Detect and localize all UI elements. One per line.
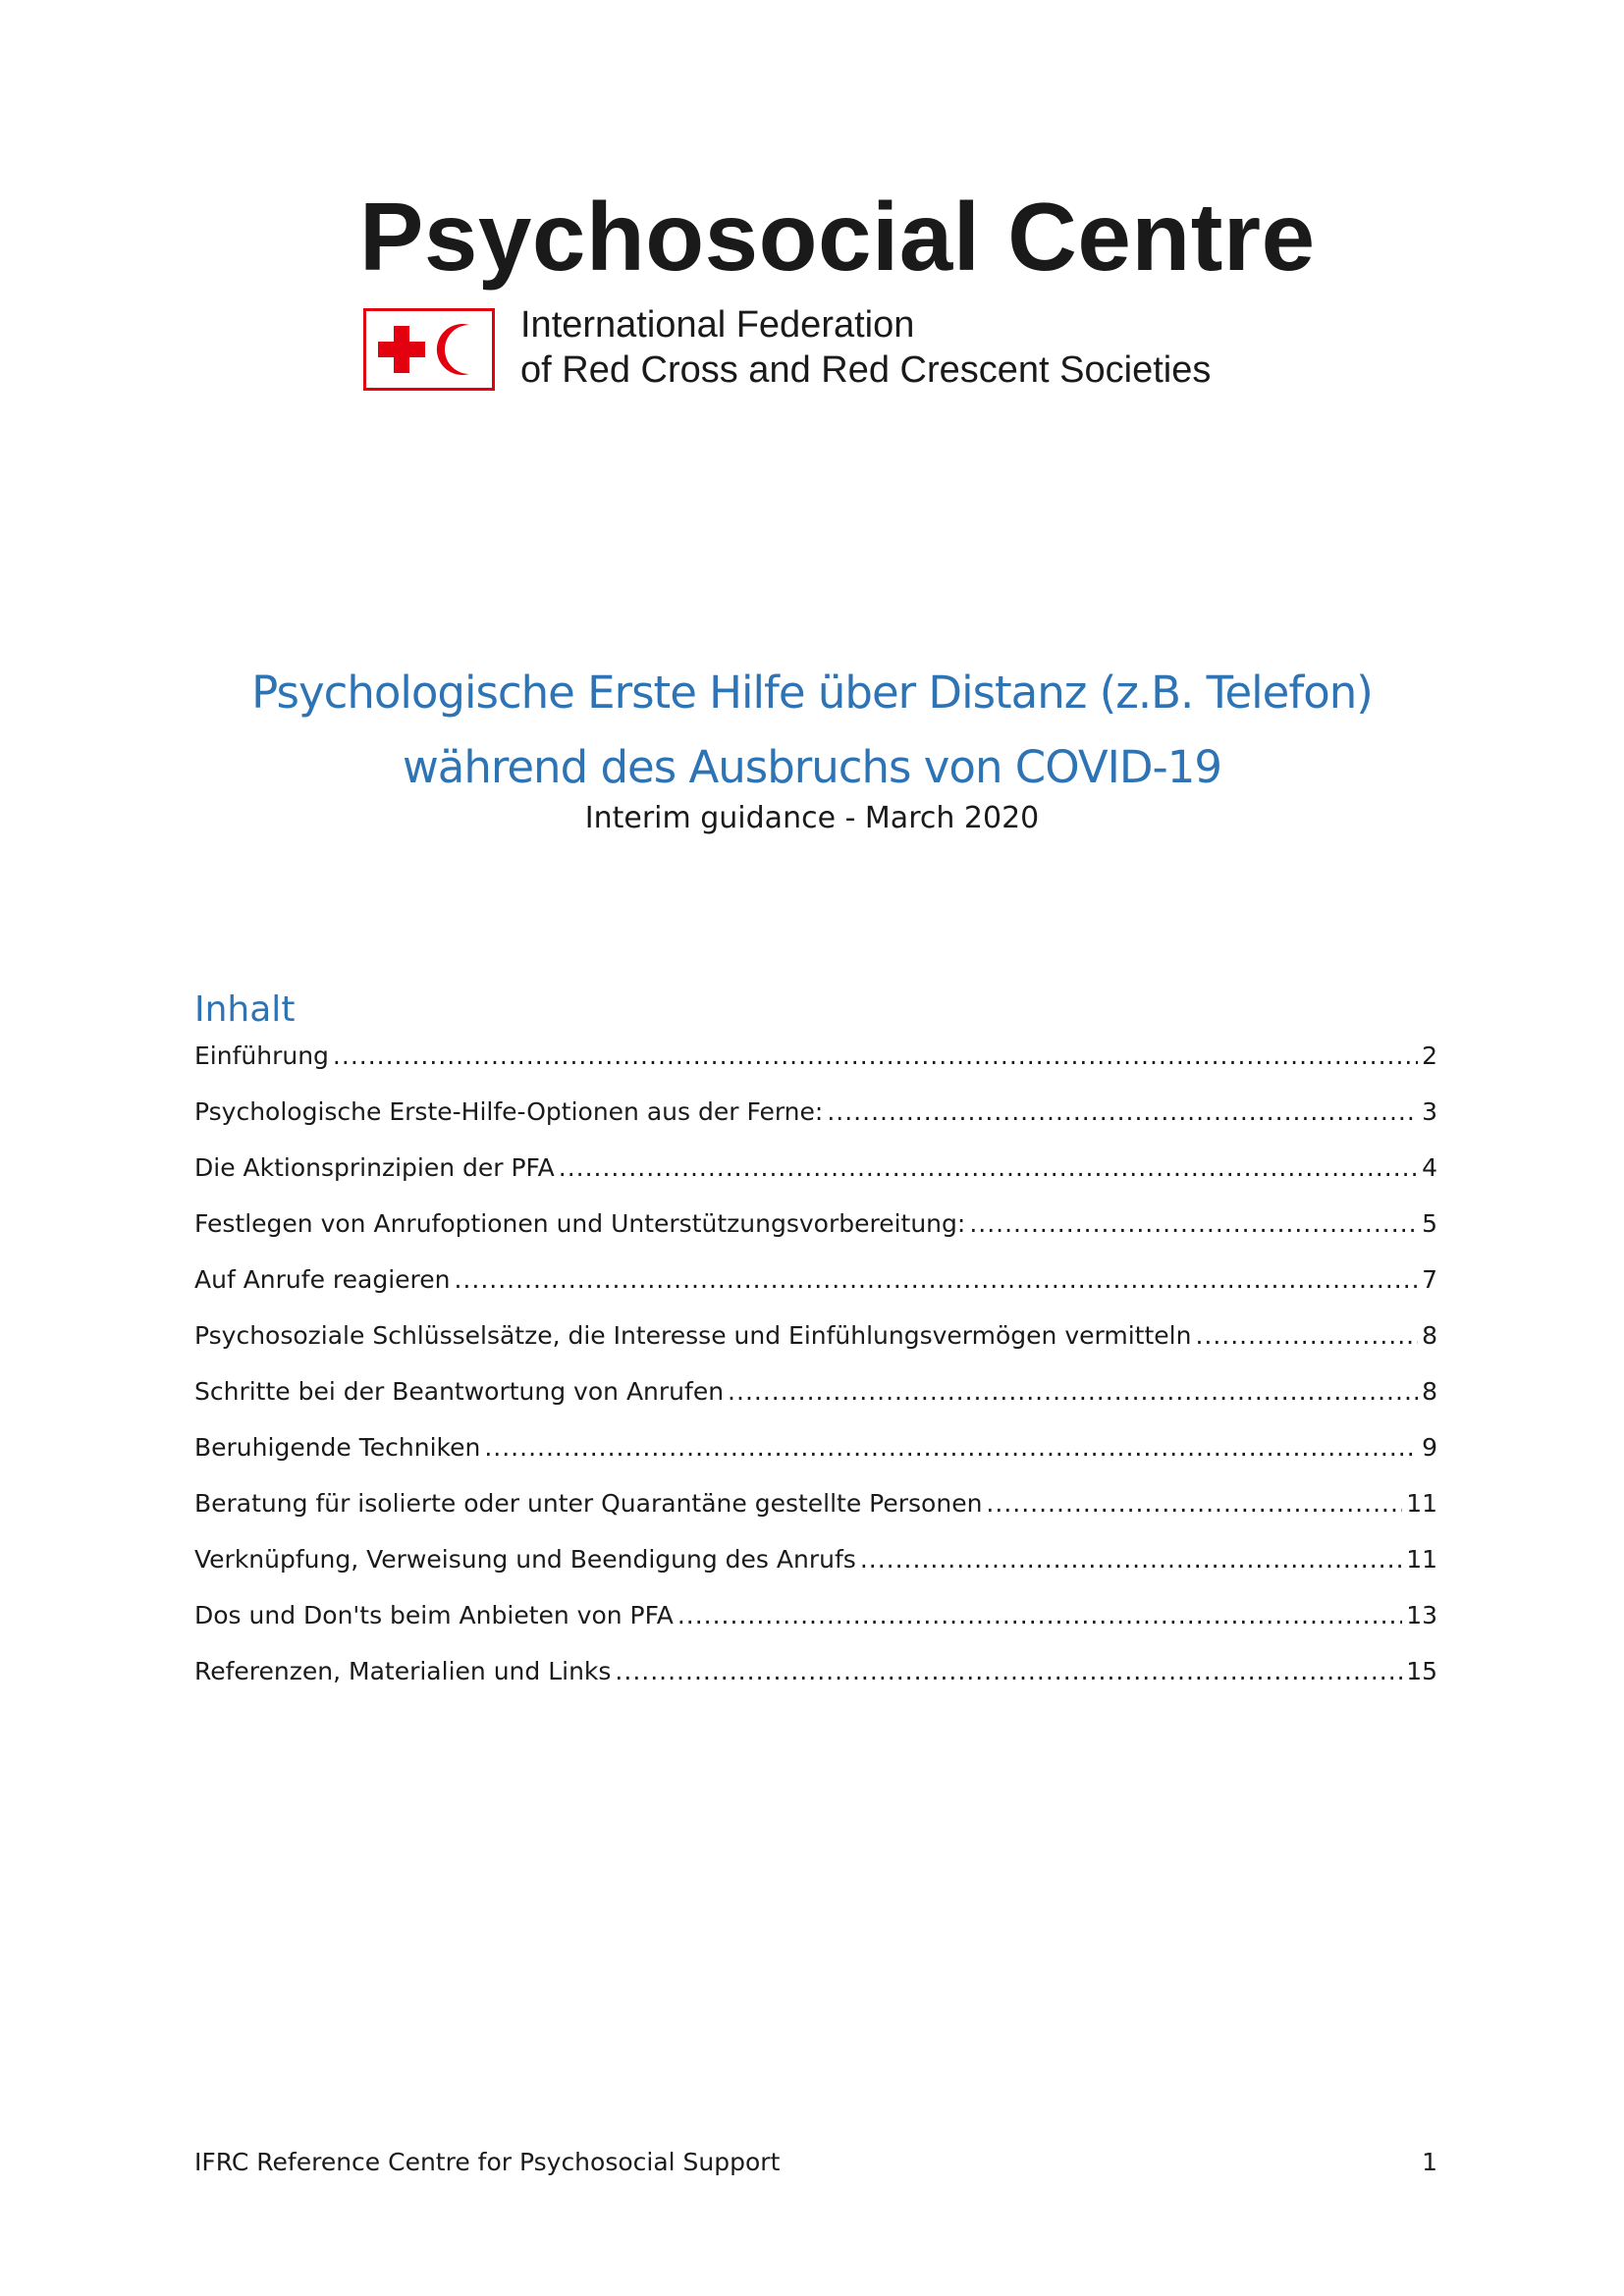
toc-item-page: 4	[1422, 1153, 1437, 1182]
toc-item-page: 7	[1422, 1265, 1437, 1294]
toc-item-page: 15	[1406, 1657, 1437, 1685]
toc-item-auf-anrufe-reagieren[interactable]	[194, 1260, 1437, 1316]
document-title-line-1: Psychologische Erste Hilfe über Distanz (z.B. Telefon)	[251, 667, 1373, 719]
toc-dot-leader	[615, 1652, 1402, 1691]
toc-item-page: 8	[1422, 1321, 1437, 1350]
toc-item-schritte-beantwortung[interactable]	[194, 1372, 1437, 1428]
toc-dot-leader	[860, 1540, 1402, 1579]
toc-item-label: Beruhigende Techniken	[194, 1433, 481, 1462]
toc-item-anrufoptionen[interactable]	[194, 1204, 1437, 1260]
toc-dot-leader	[454, 1260, 1418, 1300]
toc-item-schluesselsaetze[interactable]	[194, 1316, 1437, 1372]
toc-dot-leader	[1195, 1316, 1418, 1356]
toc-item-dos-und-donts[interactable]	[194, 1596, 1437, 1652]
toc-item-page: 11	[1406, 1545, 1437, 1574]
toc-item-page: 3	[1422, 1097, 1437, 1126]
toc-item-label: Psychologische Erste-Hilfe-Optionen aus der Ferne:	[194, 1097, 824, 1126]
toc-item-page: 5	[1422, 1209, 1437, 1238]
footer-text: IFRC Reference Centre for Psychosocial Support	[194, 2148, 781, 2176]
toc-dot-leader	[677, 1596, 1402, 1635]
toc-item-label: Verknüpfung, Verweisung und Beendigung des Anrufs	[194, 1545, 856, 1574]
toc-item-label: Beratung für isolierte oder unter Quarantäne gestellte Personen	[194, 1489, 983, 1518]
toc-heading: Inhalt	[194, 989, 296, 1030]
toc-dot-leader	[728, 1372, 1418, 1412]
footer-page-number: 1	[1422, 2148, 1437, 2176]
document-title	[0, 656, 1624, 805]
toc-item-aktionsprinzipien[interactable]	[194, 1148, 1437, 1204]
toc-item-page: 2	[1422, 1041, 1437, 1070]
toc-dot-leader	[484, 1428, 1418, 1468]
toc-item-label: Einführung	[194, 1041, 329, 1070]
toc-dot-leader	[969, 1204, 1418, 1244]
toc-dot-leader	[333, 1037, 1418, 1076]
toc-item-page: 13	[1406, 1601, 1437, 1629]
toc-item-label: Dos und Don'ts beim Anbieten von PFA	[194, 1601, 674, 1629]
logo-org-line-1: International Federation	[520, 304, 915, 346]
toc-item-referenzen[interactable]	[194, 1652, 1437, 1708]
toc-item-beruhigende-techniken[interactable]	[194, 1428, 1437, 1484]
toc-item-page: 8	[1422, 1377, 1437, 1406]
document-subtitle: Interim guidance - March 2020	[584, 801, 1040, 835]
logo-title: Psychosocial Centre	[359, 183, 1316, 291]
toc-item-label: Schritte bei der Beantwortung von Anrufen	[194, 1377, 725, 1406]
toc-dot-leader	[827, 1093, 1418, 1132]
toc-item-einfuehrung[interactable]	[194, 1037, 1437, 1093]
toc-item-page: 9	[1422, 1433, 1437, 1462]
toc-dot-leader	[986, 1484, 1402, 1523]
red-cross-red-crescent-emblem-icon	[363, 308, 495, 391]
toc-item-beratung-isolierte[interactable]	[194, 1484, 1437, 1540]
toc-dot-leader	[559, 1148, 1418, 1188]
toc-item-label: Psychosoziale Schlüsselsätze, die Interesse und Einfühlungsvermögen vermitteln	[194, 1321, 1192, 1350]
toc-item-label: Referenzen, Materialien und Links	[194, 1657, 612, 1685]
psychosocial-centre-logo	[359, 183, 1316, 400]
toc-item-label: Die Aktionsprinzipien der PFA	[194, 1153, 555, 1182]
document-title-line-2: während des Ausbruchs von COVID-19	[402, 741, 1222, 793]
toc-item-verknuepfung-verweisung[interactable]	[194, 1540, 1437, 1596]
logo-org-line-2: of Red Cross and Red Crescent Societies	[520, 349, 1212, 391]
table-of-contents	[194, 1037, 1437, 1708]
logo-organization-name	[520, 302, 1211, 393]
toc-item-optionen-aus-der-ferne[interactable]	[194, 1093, 1437, 1148]
toc-item-label: Auf Anrufe reagieren	[194, 1265, 451, 1294]
toc-item-label: Festlegen von Anrufoptionen und Unterstützungsvorbereitung:	[194, 1209, 966, 1238]
toc-item-page: 11	[1406, 1489, 1437, 1518]
